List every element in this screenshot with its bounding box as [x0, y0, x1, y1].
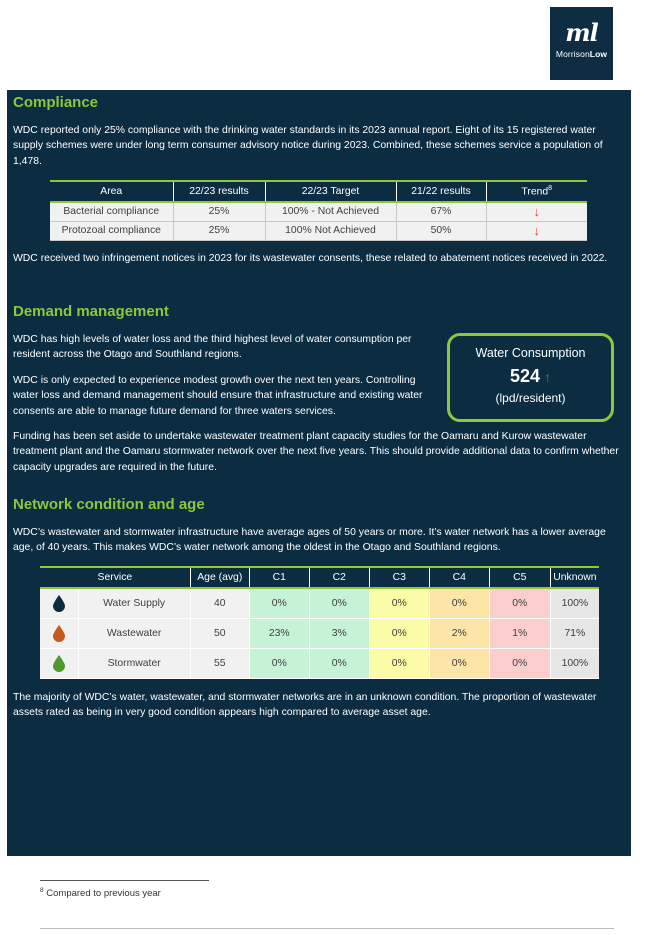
c3-cell: 0%: [369, 618, 429, 648]
col-c4: C4: [429, 567, 489, 588]
col-trend: Trend$^8$: [486, 181, 587, 202]
funding-paragraph: Funding has been set aside to undertake wastewater treatment plant capacity studies for the Oamaru and Kurow wastewater treatment plant and the Oamaru stormwater network over the next five years. This should provide additional data to confirm whether capacity upgrades are required in the future.: [13, 431, 619, 473]
drop-cell: [40, 648, 78, 678]
c5-cell: 1%: [489, 618, 550, 648]
unknown-cell: 100%: [550, 648, 599, 678]
c1-cell: 0%: [249, 648, 309, 678]
service-name: Water Supply: [78, 588, 190, 618]
logo-mark: ml: [565, 18, 598, 47]
infringement-paragraph: WDC received two infringement notices in 2023 for its wastewater consents, these related to abatement notices received in 2022.: [13, 253, 608, 264]
footnote-divider: [40, 880, 209, 881]
demand-heading: Demand management: [13, 303, 169, 320]
col-c2: C2: [309, 567, 369, 588]
network-condition-table: [40, 566, 599, 679]
network-paragraph-2: The majority of WDC’s water, wastewater, and stormwater networks are in an unknown condition. The proportion of wastewater assets rated as being in very good condition appears high compared to average asset age.: [13, 692, 597, 719]
table-row: [50, 221, 587, 240]
col-service: Service: [40, 567, 190, 588]
wastewater-drop-icon: [53, 625, 65, 642]
col-c5: C5: [489, 567, 550, 588]
cell: Protozoal compliance: [50, 221, 173, 240]
col-2223-results: 22/23 results: [173, 181, 265, 202]
arrow-up-icon: ↑: [544, 369, 552, 385]
col-2122-results: 21/22 results: [396, 181, 486, 202]
c5-cell: 0%: [489, 588, 550, 618]
footnote: $^8$ Compared to previous year: [40, 887, 161, 900]
col-unknown: Unknown: [550, 567, 599, 588]
table-row: [40, 588, 599, 618]
water-consumption-box: [447, 333, 614, 422]
compliance-paragraph: WDC reported only 25% compliance with the drinking water standards in its 2023 annual report. Eight of its 15 registered water supply schemes were under long term consumer advisory notice during 2023. Combined, these schemes service a population of 1,478.: [13, 125, 603, 167]
c4-cell: 2%: [429, 618, 489, 648]
cell: 50%: [396, 221, 486, 240]
drop-cell: [40, 588, 78, 618]
table-row: [40, 618, 599, 648]
water-consumption-unit: (lpd/resident): [495, 391, 566, 405]
c1-cell: 0%: [249, 588, 309, 618]
water-consumption-value: 524: [509, 366, 541, 386]
compliance-heading: Compliance: [13, 94, 99, 111]
compliance-table-header: [50, 181, 587, 202]
c1-cell: 23%: [249, 618, 309, 648]
c4-cell: 0%: [429, 648, 489, 678]
trend-down-arrow-icon: ↓: [486, 202, 587, 221]
c2-cell: 0%: [309, 648, 369, 678]
col-c1: C1: [249, 567, 309, 588]
network-paragraph-1: WDC’s wastewater and stormwater infrastructure have average ages of 50 years or more. It’s water network has a lower average age, of 40 years. This makes WDC’s water network among the oldest in the Otago and Southland regions.: [13, 527, 606, 554]
table-row: [50, 202, 587, 221]
age-cell: 40: [190, 588, 249, 618]
c2-cell: 0%: [309, 588, 369, 618]
cell: 100% Not Achieved: [265, 221, 396, 240]
stormwater-drop-icon: [53, 655, 65, 672]
network-heading: Network condition and age: [13, 496, 205, 513]
service-name: Wastewater: [78, 618, 190, 648]
demand-paragraph-1: WDC has high levels of water loss and the third highest level of water consumption per resident across the Otago and Southland regions.: [13, 334, 412, 361]
c4-cell: 0%: [429, 588, 489, 618]
cell: 25%: [173, 202, 265, 221]
water-consumption-title: Water Consumption: [475, 346, 586, 360]
service-name: Stormwater: [78, 648, 190, 678]
drop-cell: [40, 618, 78, 648]
cell: Bacterial compliance: [50, 202, 173, 221]
cell: 67%: [396, 202, 486, 221]
c2-cell: 3%: [309, 618, 369, 648]
cell: 100% - Not Achieved: [265, 202, 396, 221]
c3-cell: 0%: [369, 588, 429, 618]
age-cell: 55: [190, 648, 249, 678]
logo-name: MorrisonLow: [555, 49, 608, 59]
table-row: [40, 648, 599, 678]
c5-cell: 0%: [489, 648, 550, 678]
demand-paragraph-2: WDC is only expected to experience modest growth over the next ten years. Controlling water loss and demand management should ensure that infrastructure and existing water consents are able to manage future demand for three waters services.: [13, 375, 423, 417]
compliance-table: [50, 180, 587, 241]
water-consumption-value-row: [450, 366, 611, 387]
network-table-header: [40, 567, 599, 588]
water-drop-icon: [53, 595, 65, 612]
col-c3: C3: [369, 567, 429, 588]
col-age: Age (avg): [190, 567, 249, 588]
unknown-cell: 100%: [550, 588, 599, 618]
c3-cell: 0%: [369, 648, 429, 678]
page-footer-divider: [40, 928, 614, 929]
age-cell: 50: [190, 618, 249, 648]
cell: 25%: [173, 221, 265, 240]
col-area: Area: [50, 181, 173, 202]
trend-down-arrow-icon: ↓: [486, 221, 587, 240]
col-2223-target: 22/23 Target: [265, 181, 396, 202]
morrisonlow-logo: [550, 7, 613, 80]
unknown-cell: 71%: [550, 618, 599, 648]
